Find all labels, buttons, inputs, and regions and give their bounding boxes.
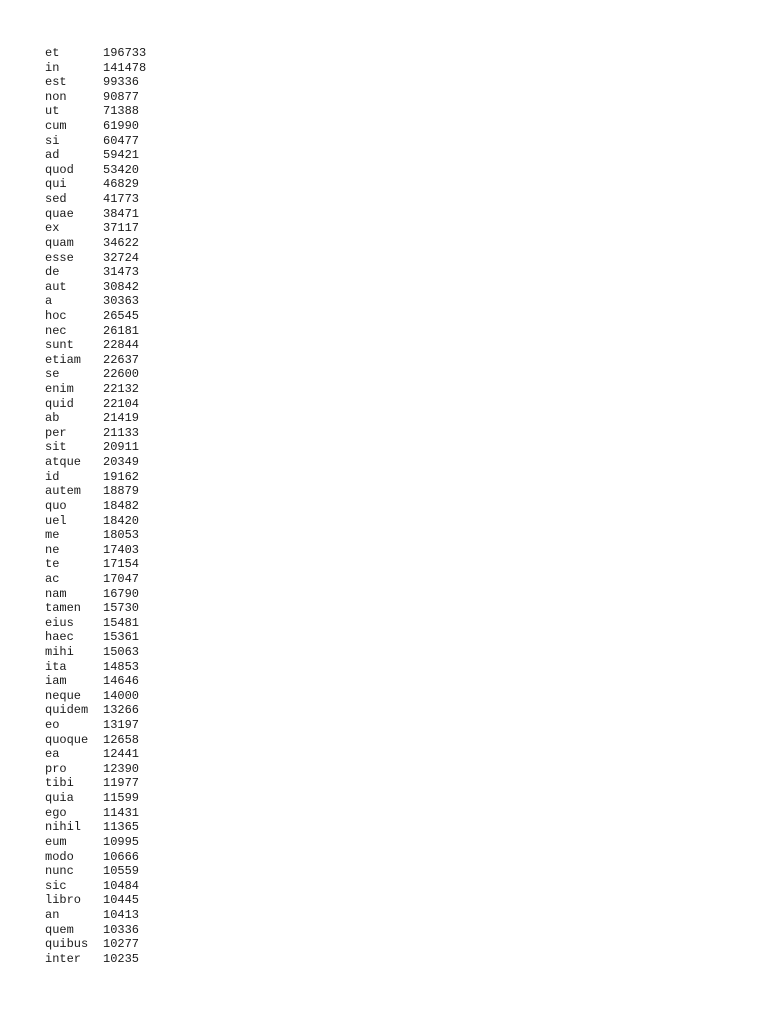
list-item (45, 820, 146, 835)
list-item (45, 733, 146, 748)
word-text: tamen (45, 601, 82, 616)
word-text: quia (45, 791, 74, 806)
count-text: 19162 (103, 469, 140, 484)
list-item (45, 148, 146, 163)
count-text: 141478 (103, 60, 147, 75)
count-text: 14853 (103, 659, 140, 674)
word-text: nec (45, 323, 67, 338)
list-item (45, 850, 146, 865)
count-text: 99336 (103, 75, 140, 90)
count-text: 20349 (103, 455, 140, 470)
count-text: 90877 (103, 89, 140, 104)
word-text: haec (45, 630, 74, 645)
word-text: cum (45, 119, 67, 134)
count-text: 71388 (103, 104, 140, 119)
list-item (45, 660, 146, 675)
list-item (45, 718, 146, 733)
list-item (45, 251, 146, 266)
list-item (45, 601, 146, 616)
word-text: quoque (45, 732, 89, 747)
list-item (45, 61, 146, 76)
count-text: 37117 (103, 221, 140, 236)
list-item (45, 207, 146, 222)
list-item (45, 514, 146, 529)
count-text: 10484 (103, 878, 140, 893)
word-text: nunc (45, 864, 74, 879)
count-text: 30363 (103, 294, 140, 309)
list-item (45, 937, 146, 952)
word-text: et (45, 46, 60, 60)
word-text: te (45, 557, 60, 572)
count-text: 18482 (103, 498, 140, 513)
count-text: 18053 (103, 528, 140, 543)
list-item (45, 470, 146, 485)
count-text: 21419 (103, 411, 140, 426)
word-text: ea (45, 747, 60, 762)
word-text: se (45, 367, 60, 382)
count-text: 15481 (103, 615, 140, 630)
list-item (45, 367, 146, 382)
list-item (45, 864, 146, 879)
count-text: 10336 (103, 922, 140, 937)
word-text: autem (45, 484, 82, 499)
word-text: ne (45, 542, 60, 557)
count-text: 13197 (103, 718, 140, 733)
count-text: 15361 (103, 630, 140, 645)
word-text: sit (45, 440, 67, 455)
list-item (45, 90, 146, 105)
word-text: inter (45, 951, 82, 966)
count-text: 34622 (103, 235, 140, 250)
count-text: 22844 (103, 338, 140, 353)
list-item (45, 499, 146, 514)
word-text: etiam (45, 352, 82, 367)
list-item (45, 324, 146, 339)
word-text: per (45, 425, 67, 440)
count-text: 26545 (103, 308, 140, 323)
list-item (45, 689, 146, 704)
word-text: sunt (45, 338, 74, 353)
count-text: 11365 (103, 820, 140, 835)
count-text: 14000 (103, 688, 140, 703)
count-text: 16790 (103, 586, 140, 601)
word-text: quibus (45, 937, 89, 952)
count-text: 21133 (103, 425, 140, 440)
count-text: 46829 (103, 177, 140, 192)
list-item (45, 221, 146, 236)
word-text: libro (45, 893, 82, 908)
word-frequency-list (45, 46, 146, 966)
word-text: sed (45, 192, 67, 207)
count-text: 61990 (103, 119, 140, 134)
list-item (45, 426, 146, 441)
count-text: 22600 (103, 367, 140, 382)
count-text: 10666 (103, 849, 140, 864)
word-text: a (45, 294, 53, 309)
list-item (45, 952, 146, 967)
list-item (45, 382, 146, 397)
word-text: quidem (45, 703, 89, 718)
list-item (45, 762, 146, 777)
list-item (45, 119, 146, 134)
count-text: 22132 (103, 382, 140, 397)
count-text: 20911 (103, 440, 140, 455)
list-item (45, 265, 146, 280)
count-text: 18879 (103, 484, 140, 499)
word-text: ut (45, 104, 60, 119)
word-text: ac (45, 571, 60, 586)
list-item (45, 806, 146, 821)
word-text: aut (45, 279, 67, 294)
list-item (45, 616, 146, 631)
word-text: eius (45, 615, 74, 630)
word-text: me (45, 528, 60, 543)
count-text: 15063 (103, 644, 140, 659)
count-text: 13266 (103, 703, 140, 718)
list-item (45, 791, 146, 806)
word-text: neque (45, 688, 82, 703)
word-text: quo (45, 498, 67, 513)
count-text: 11431 (103, 805, 140, 820)
word-text: atque (45, 455, 82, 470)
count-text: 60477 (103, 133, 140, 148)
list-item (45, 587, 146, 602)
word-text: in (45, 60, 60, 75)
count-text: 11599 (103, 791, 140, 806)
word-text: tibi (45, 776, 74, 791)
count-text: 31473 (103, 265, 140, 280)
list-item (45, 309, 146, 324)
count-text: 12441 (103, 747, 140, 762)
list-item (45, 192, 146, 207)
word-text: quem (45, 922, 74, 937)
word-text: pro (45, 761, 67, 776)
list-item (45, 747, 146, 762)
word-text: ego (45, 805, 67, 820)
word-text: non (45, 89, 67, 104)
list-item (45, 397, 146, 412)
count-text: 15730 (103, 601, 140, 616)
count-text: 41773 (103, 192, 140, 207)
count-text: 26181 (103, 323, 140, 338)
list-item (45, 674, 146, 689)
list-item (45, 163, 146, 178)
list-item (45, 177, 146, 192)
list-item (45, 879, 146, 894)
list-item (45, 557, 146, 572)
word-text: quid (45, 396, 74, 411)
word-text: eum (45, 834, 67, 849)
list-item (45, 893, 146, 908)
word-text: quae (45, 206, 74, 221)
count-text: 30842 (103, 279, 140, 294)
word-text: ex (45, 221, 60, 236)
word-text: id (45, 469, 60, 484)
word-text: modo (45, 849, 74, 864)
list-item (45, 645, 146, 660)
count-text: 17403 (103, 542, 140, 557)
word-text: ad (45, 148, 60, 163)
list-item (45, 294, 146, 309)
list-item (45, 280, 146, 295)
word-text: hoc (45, 308, 67, 323)
word-text: quod (45, 162, 74, 177)
count-text: 11977 (103, 776, 140, 791)
list-item (45, 411, 146, 426)
list-item (45, 338, 146, 353)
count-text: 196733 (103, 46, 147, 60)
list-item (45, 835, 146, 850)
list-item (45, 455, 146, 470)
count-text: 10995 (103, 834, 140, 849)
list-item (45, 572, 146, 587)
count-text: 14646 (103, 674, 140, 689)
list-item (45, 104, 146, 119)
word-text: enim (45, 382, 74, 397)
count-text: 12658 (103, 732, 140, 747)
word-text: sic (45, 878, 67, 893)
count-text: 17154 (103, 557, 140, 572)
word-text: eo (45, 718, 60, 733)
list-item (45, 75, 146, 90)
list-item (45, 484, 146, 499)
count-text: 32724 (103, 250, 140, 265)
word-text: esse (45, 250, 74, 265)
list-item (45, 528, 146, 543)
list-item (45, 630, 146, 645)
word-text: nihil (45, 820, 82, 835)
list-item (45, 703, 146, 718)
word-text: iam (45, 674, 67, 689)
count-text: 17047 (103, 571, 140, 586)
list-item (45, 923, 146, 938)
count-text: 10277 (103, 937, 140, 952)
word-text: ab (45, 411, 60, 426)
count-text: 53420 (103, 162, 140, 177)
word-text: si (45, 133, 60, 148)
word-text: est (45, 75, 67, 90)
count-text: 59421 (103, 148, 140, 163)
list-item (45, 908, 146, 923)
word-text: quam (45, 235, 74, 250)
count-text: 18420 (103, 513, 140, 528)
word-text: qui (45, 177, 67, 192)
count-text: 12390 (103, 761, 140, 776)
count-text: 10559 (103, 864, 140, 879)
list-item (45, 236, 146, 251)
count-text: 22637 (103, 352, 140, 367)
count-text: 22104 (103, 396, 140, 411)
count-text: 10235 (103, 951, 140, 966)
list-item (45, 440, 146, 455)
list-item (45, 134, 146, 149)
word-text: de (45, 265, 60, 280)
count-text: 10445 (103, 893, 140, 908)
word-text: mihi (45, 644, 74, 659)
list-item (45, 543, 146, 558)
list-item (45, 776, 146, 791)
word-text: uel (45, 513, 67, 528)
list-item (45, 46, 146, 61)
word-text: nam (45, 586, 67, 601)
list-item (45, 353, 146, 368)
count-text: 38471 (103, 206, 140, 221)
word-text: an (45, 907, 60, 922)
word-text: ita (45, 659, 67, 674)
count-text: 10413 (103, 907, 140, 922)
